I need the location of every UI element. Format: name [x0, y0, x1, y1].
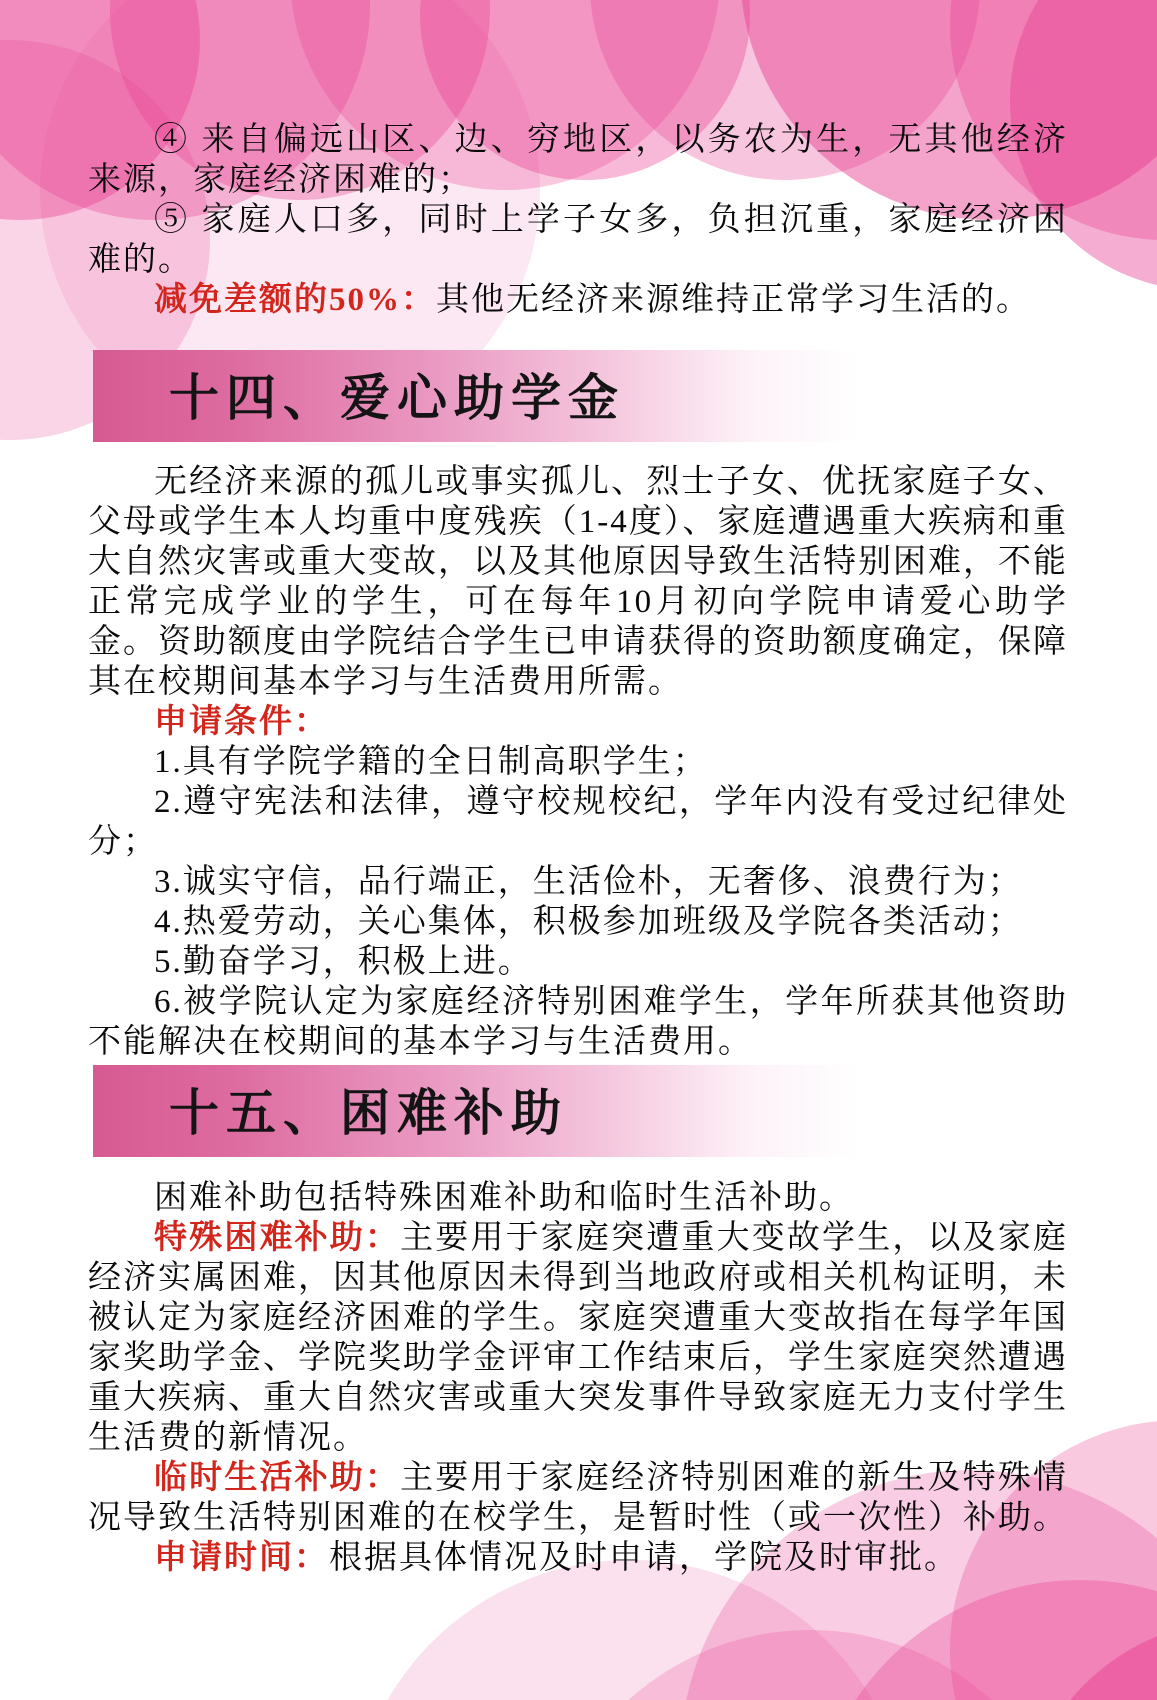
conditions-label: 申请条件：: [154, 704, 329, 740]
special-subsidy-text: 主要用于家庭突遭重大变故学生，以及家庭经济实属困难，因其他原因未得到当地政府或相关机构证明，未被认定为家庭经济困难的学生。家庭突遭重大变故指在每学年国家奖助学金、学院奖助学金评审工作结束后，学生家庭突然遭遇重大疾病、重大自然灾害或重大突发事件导致家庭无力支付学生生活费的新情况。: [88, 1220, 1069, 1456]
section15-body: [88, 1178, 1068, 1578]
special-subsidy-paragraph: [88, 1218, 1068, 1458]
condition-item: 1.具有学院学籍的全日制高职学生；: [154, 744, 708, 780]
list-item-5: ⑤ 家庭人口多，同时上学子女多，负担沉重，家庭经济困难的。: [88, 202, 1068, 278]
temp-subsidy-text: 主要用于家庭经济特别困难的新生及特殊情况导致生活特别困难的在校学生，是暂时性（或一次性）补助。: [88, 1460, 1069, 1536]
temp-subsidy-paragraph: [88, 1458, 1068, 1538]
section15-title: 十五、困难补助: [169, 1085, 568, 1141]
apply-time-text: 根据具体情况及时申请，学院及时审批。: [329, 1540, 959, 1576]
condition-item: 5.勤奋学习，积极上进。: [154, 944, 533, 980]
reduction-label: 减免差额的50%：: [154, 282, 436, 318]
condition-item: 2.遵守宪法和法律，遵守校规校纪，学年内没有受过纪律处分；: [88, 784, 1068, 860]
reduction-paragraph: [88, 280, 1068, 320]
apply-time-paragraph: [88, 1538, 1068, 1578]
condition-item: 4.热爱劳动，关心集体，积极参加班级及学院各类活动；: [154, 904, 1023, 940]
special-subsidy-label: 特殊困难补助：: [154, 1220, 401, 1256]
section14-header: [93, 350, 858, 442]
temp-subsidy-label: 临时生活补助：: [154, 1460, 401, 1496]
condition-item: 3.诚实守信，品行端正，生活俭朴，无奢侈、浪费行为；: [154, 864, 1023, 900]
section14-intro: 无经济来源的孤儿或事实孤儿、烈士子女、优抚家庭子女、父母或学生本人均重中度残疾（1-4度）、家庭遭遇重大疾病和重大自然灾害或重大变故，以及其他原因导致生活特别困难，不能正常完成学业的学生，可在每年10月初向学院申请爱心助学金。资助额度由学院结合学生已申请获得的资助额度确定，保障其在校期间基本学习与生活费用所需。: [88, 464, 1068, 700]
reduction-text: 其他无经济来源维持正常学习生活的。: [436, 282, 1031, 318]
apply-time-label: 申请时间：: [154, 1540, 329, 1576]
section14-title: 十四、爱心助学金: [169, 370, 625, 426]
list-item-4: ④ 来自偏远山区、边、穷地区，以务农为生，无其他经济来源，家庭经济困难的；: [88, 122, 1068, 198]
section14-body: [88, 462, 1068, 1062]
section15-header: [93, 1065, 858, 1157]
intro-paragraphs: [88, 120, 1068, 320]
section15-intro: 困难补助包括特殊困难补助和临时生活补助。: [154, 1180, 854, 1216]
condition-item: 6.被学院认定为家庭经济特别困难学生，学年所获其他资助不能解决在校期间的基本学习与生活费用。: [88, 984, 1068, 1060]
